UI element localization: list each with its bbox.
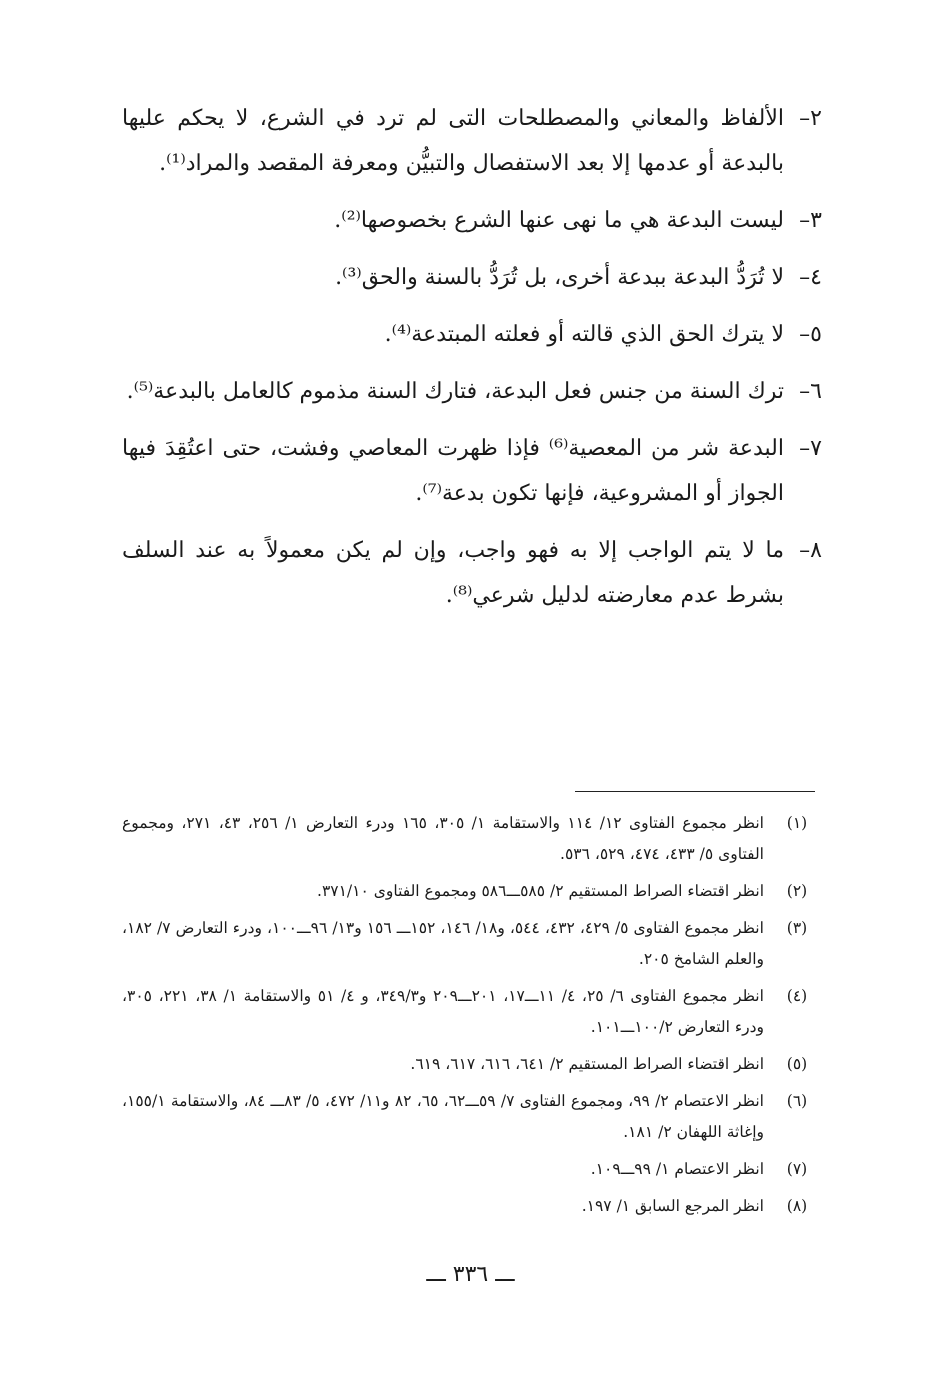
footnote-text: انظر اقتضاء الصراط المستقيم ٢/ ٦٤١، ٦١٦، ٦١٧، ٦١٩.: [410, 1055, 764, 1073]
footnote-text: انظر مجموع الفتاوى ٥/ ٤٢٩، ٤٣٢، ٥٤٤، و١٨/ ١٤٦، ١٥٢ـــ ١٥٦ و١٣/ ٩٦ـــ١٠٠، ودرء التعارض ٧/ ١٨٢، والعلم الشامخ ٢٠٥.: [122, 919, 764, 968]
footnote-8: [122, 1191, 822, 1222]
principle-item-2: [122, 96, 822, 186]
principle-text: البدعة شر من المعصية⁽⁶⁾ فإذا ظهرت المعاصي وفشت، حتى اعتُقِدَ فيها الجواز أو المشروعية، فإنها تكون بدعة⁽⁷⁾.: [122, 436, 784, 506]
footnote-4: [122, 981, 822, 1043]
principle-item-3: [122, 198, 822, 243]
principle-text: ترك السنة من جنس فعل البدعة، فتارك السنة مذموم كالعامل بالبدعة⁽⁵⁾.: [126, 379, 784, 404]
footnote-number: (٧): [786, 1160, 808, 1178]
principle-item-6: [122, 369, 822, 414]
footnote-number: (٤): [786, 987, 808, 1005]
principle-number: ٣–: [799, 208, 822, 233]
footnote-number: (٦): [786, 1092, 808, 1110]
principle-item-8: [122, 528, 822, 618]
footnote-text: انظر اقتضاء الصراط المستقيم ٢/ ٥٨٥ـــ٥٨٦ ومجموع الفتاوى ٣٧١/١٠.: [317, 882, 764, 900]
footnote-3: [122, 913, 822, 975]
footnote-number: (٢): [786, 882, 808, 900]
footnote-text: انظر الاعتصام ١/ ٩٩ـــ١٠٩.: [590, 1160, 764, 1178]
principle-number: ٧–: [799, 436, 822, 461]
footnote-text: انظر المرجع السابق ١/ ١٩٧.: [581, 1197, 764, 1215]
principle-number: ٥–: [799, 322, 822, 347]
footnote-number: (١): [786, 814, 808, 832]
footnote-divider: [575, 791, 815, 792]
principle-number: ٨–: [799, 538, 822, 563]
principle-number: ٢–: [799, 106, 822, 131]
footnote-2: [122, 876, 822, 907]
footnote-text: انظر الاعتصام ٢/ ٩٩، ومجموع الفتاوى ٧/ ٥٩ـــ٦٢، ٦٥، ٨٢ و١١/ ٤٧٢، ٥/ ٨٣ـــ ٨٤، والاستقامة ١٥٥/١، وإغاثة اللهفان ٢/ ١٨١.: [122, 1092, 764, 1141]
footnote-number: (٣): [786, 919, 808, 937]
footnote-number: (٨): [786, 1197, 808, 1215]
footnote-text: انظر مجموع الفتاوى ٦/ ٢٥، ٤/ ١١ـــ١٧، ٢٠١ـــ٢٠٩ و٣٤٩/٣، و ٤/ ٥١ والاستقامة ١/ ٣٨، ٢٢١، ٣٠٥، ودرء التعارض ١٠٠/٢ـــ١٠١.: [122, 987, 764, 1036]
principle-text: لا يترك الحق الذي قالته أو فعلته المبتدعة⁽⁴⁾.: [384, 322, 784, 347]
principle-text: لا تُرَدُّ البدعة ببدعة أخرى، بل تُرَدُّ بالسنة والحق⁽³⁾.: [335, 265, 784, 290]
footnote-number: (٥): [786, 1055, 808, 1073]
principle-item-5: [122, 312, 822, 357]
footnote-7: [122, 1154, 822, 1185]
footnote-5: [122, 1049, 822, 1080]
footnotes-list: [122, 808, 822, 1228]
footnote-6: [122, 1086, 822, 1148]
principle-text: الألفاظ والمعاني والمصطلحات التى لم ترد في الشرع، لا يحكم عليها بالبدعة أو عدمها إلا بعد الاستفصال والتبيُّن ومعرفة المقصد والمراد⁽¹⁾.: [122, 106, 784, 176]
footnote-text: انظر مجموع الفتاوى ١٢/ ١١٤ والاستقامة ١/ ٣٠٥، ١٦٥ ودرء التعارض ١/ ٢٥٦، ٤٣، ٢٧١، ومجموع الفتاوى ٥/ ٤٣٣، ٤٧٤، ٥٢٩، ٥٣٦.: [122, 814, 764, 863]
principle-number: ٦–: [799, 379, 822, 404]
footnote-1: [122, 808, 822, 870]
principles-list: [122, 96, 822, 630]
principle-number: ٤–: [799, 265, 822, 290]
page-number: ـــ ٣٣٦ ـــ: [426, 1262, 515, 1287]
principle-text: ليست البدعة هي ما نهى عنها الشرع بخصوصها⁽²⁾.: [334, 208, 784, 233]
principle-text: ما لا يتم الواجب إلا به فهو واجب، وإن لم يكن معمولاً به عند السلف بشرط عدم معارضته لدليل شرعي⁽⁸⁾.: [122, 538, 784, 608]
principle-item-4: [122, 255, 822, 300]
principle-item-7: [122, 426, 822, 516]
